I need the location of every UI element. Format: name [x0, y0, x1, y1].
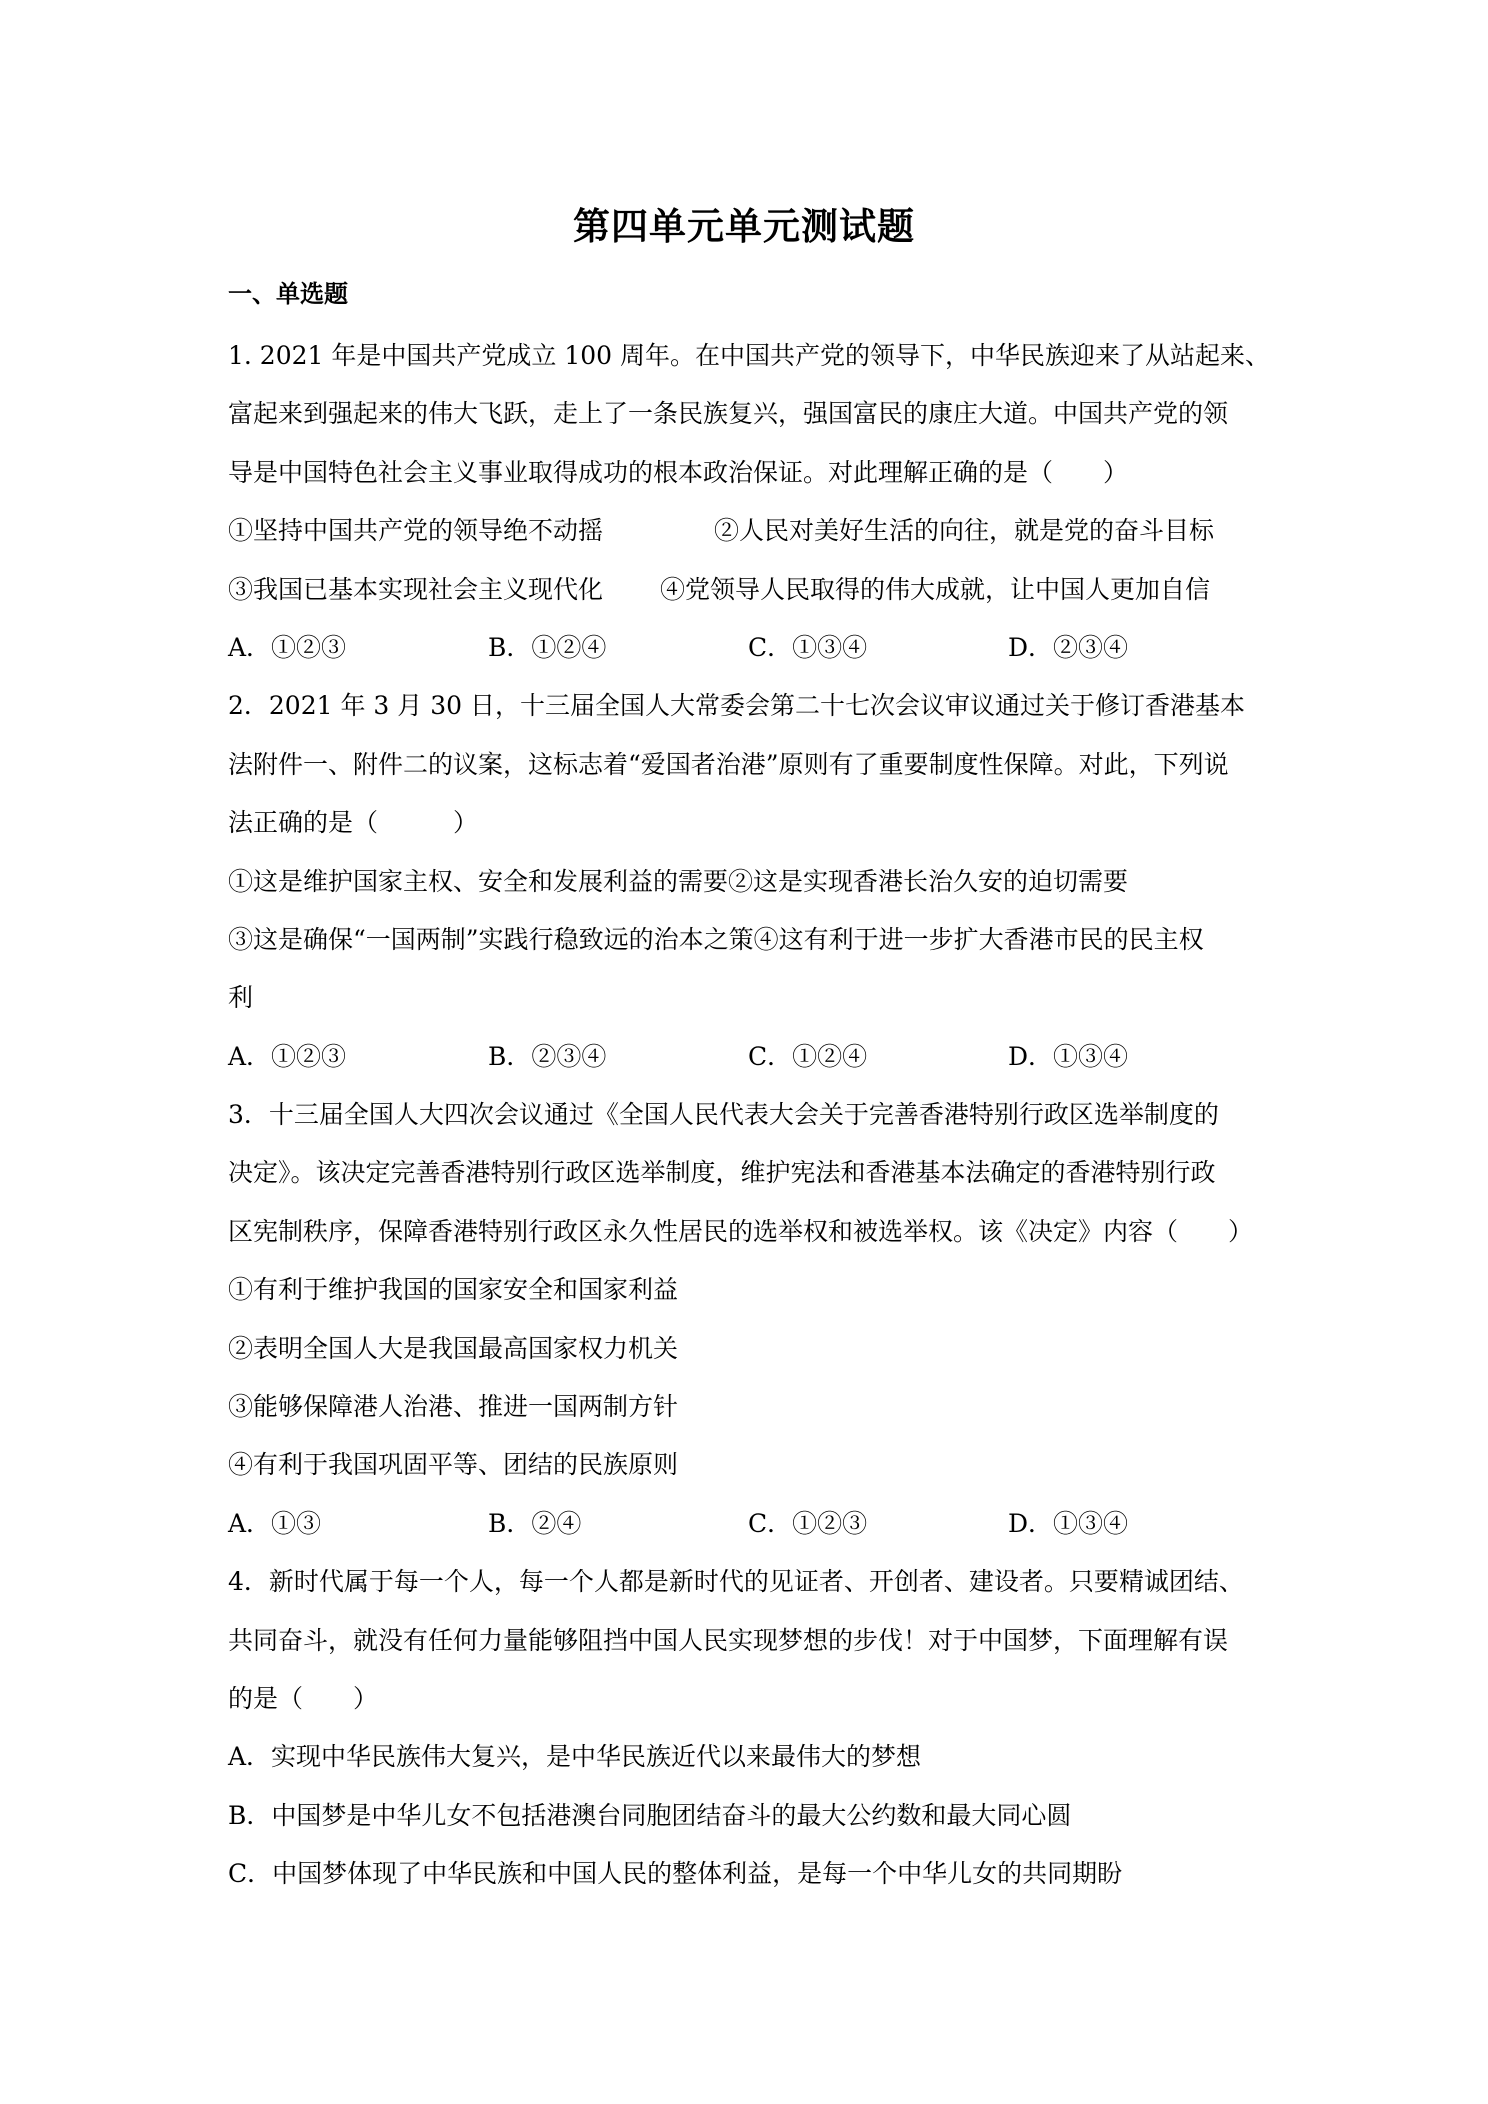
question-3-statement-line: ①有利于维护我国的国家安全和国家利益 [228, 1275, 679, 1305]
question-1 [228, 327, 1268, 677]
question-1-stem-line: 1. 2021 年是中国共产党成立 100 周年。在中国共产党的领导下，中华民族迎来了从站起来、 [228, 341, 1270, 370]
question-4-stem-line: 共同奋斗，就没有任何力量能够阻挡中国人民实现梦想的步伐！对于中国梦，下面理解有误 [228, 1625, 1229, 1655]
question-3-stem-line: 区宪制秩序，保障香港特别行政区永久性居民的选举权和被选举权。该《决定》内容（ ） [228, 1216, 1254, 1246]
option-a[interactable]: A．①②③ [228, 632, 347, 662]
option-a[interactable]: A．①②③ [228, 1041, 347, 1071]
option-a[interactable]: A．①③ [228, 1508, 322, 1538]
question-1-stem-line: 富起来到强起来的伟大飞跃，走上了一条民族复兴，强国富民的康庄大道。中国共产党的领 [228, 399, 1229, 429]
question-2-statement-line: ③这是确保“一国两制”实践行稳致远的治本之策④这有利于进一步扩大香港市民的民主权 [228, 924, 1204, 954]
question-1-statement-3: ③我国已基本实现社会主义现代化 [228, 574, 604, 604]
question-1-stem-line: 导是中国特色社会主义事业取得成功的根本政治保证。对此理解正确的是（ ） [228, 457, 1129, 487]
option-d[interactable]: D．②③④ [1008, 632, 1129, 662]
question-2-stem-line: 2．2021 年 3 月 30 日，十三届全国人大常委会第二十七次会议审议通过关于修订香港基本 [228, 691, 1245, 721]
question-1-statement-4: ④党领导人民取得的伟大成就，让中国人更加自信 [660, 574, 1211, 604]
option-c[interactable]: C．①②④ [748, 1041, 868, 1071]
question-3-options [228, 1495, 1268, 1553]
question-4 [228, 1553, 1268, 1903]
question-3-statement-line: ②表明全国人大是我国最高国家权力机关 [228, 1333, 679, 1363]
option-c[interactable]: C．①②③ [748, 1508, 868, 1538]
question-2 [228, 677, 1268, 1086]
option-b[interactable]: B．①②④ [488, 632, 607, 662]
question-2-options [228, 1028, 1268, 1086]
page-title: 第四单元单元测试题 [573, 204, 915, 248]
question-list [228, 327, 1268, 1904]
question-3-stem-line: 3．十三届全国人大四次会议通过《全国人民代表大会关于完善香港特别行政区选举制度的 [228, 1100, 1219, 1130]
option-d[interactable]: D．①③④ [1008, 1041, 1129, 1071]
question-1-statements-row [228, 561, 1268, 619]
question-2-stem-line: 法附件一、附件二的议案，这标志着“爱国者治港”原则有了重要制度性保障。对此，下列说 [228, 749, 1229, 779]
question-3-statement-line: ③能够保障港人治港、推进一国两制方针 [228, 1392, 679, 1422]
question-3 [228, 1086, 1268, 1553]
question-3-statement-line: ④有利于我国巩固平等、团结的民族原则 [228, 1450, 679, 1480]
question-3-stem-line: 决定》。该决定完善香港特别行政区选举制度，维护宪法和香港基本法确定的香港特别行政 [228, 1158, 1216, 1188]
option-b[interactable]: B．②④ [488, 1508, 582, 1538]
question-4-stem-line: 的是（ ） [228, 1683, 379, 1713]
question-2-stem-line: 法正确的是（ ） [228, 808, 479, 838]
option-b[interactable]: B．②③④ [488, 1041, 607, 1071]
question-1-statement-2: ②人民对美好生活的向往，就是党的奋斗目标 [714, 516, 1215, 546]
question-4-stem-line: 4．新时代属于每一个人，每一个人都是新时代的见证者、开创者、建设者。只要精诚团结、 [228, 1567, 1244, 1597]
option-d[interactable]: D．①③④ [1008, 1508, 1129, 1538]
question-1-statements-row [228, 502, 1268, 560]
question-1-options [228, 619, 1268, 677]
section-heading: 一、单选题 [228, 279, 348, 308]
option-c[interactable]: C．中国梦体现了中华民族和中国人民的整体利益，是每一个中华儿女的共同期盼 [228, 1859, 1123, 1889]
question-2-statement-line: 利 [228, 983, 254, 1013]
option-b[interactable]: B．中国梦是中华儿女不包括港澳台同胞团结奋斗的最大公约数和最大同心圆 [228, 1800, 1072, 1830]
question-2-statement-line: ①这是维护国家主权、安全和发展利益的需要②这是实现香港长治久安的迫切需要 [228, 866, 1129, 896]
question-1-statement-1: ①坚持中国共产党的领导绝不动摇 [228, 516, 604, 546]
option-c[interactable]: C．①③④ [748, 632, 868, 662]
option-a[interactable]: A．实现中华民族伟大复兴，是中华民族近代以来最伟大的梦想 [228, 1742, 922, 1772]
